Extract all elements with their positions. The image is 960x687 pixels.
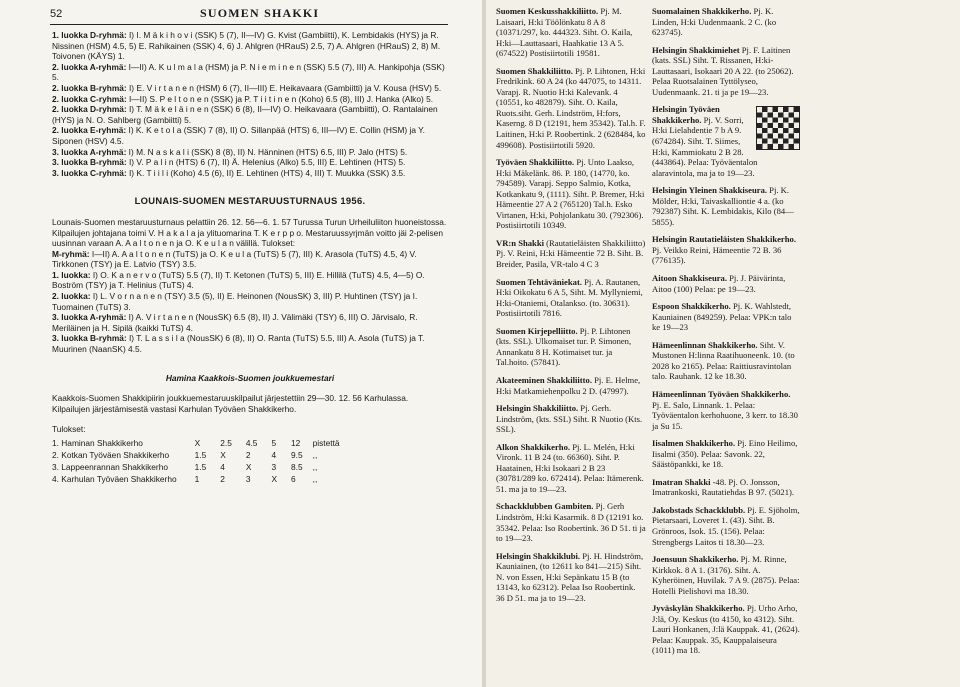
table-row [52,437,354,449]
score-cell: X [271,474,278,484]
lounais-result [52,249,448,270]
club-entry [652,603,800,656]
club-details: Pj. M. Rinne, Kirkkok. 8 A 1. (3176). Siht. A. Kyheröinen, Huvilak. 7 A 9. (2875). Pelaa: Hotelli Pielishovi ma 18.30. [652,554,800,596]
hamina-text: Kaakkois-Suomen Shakkipiirin joukkuemestaruuskilpailut järjestettiin 29—30. 12. 56 Karhulassa. Kilpailujen järjestämisestä vastasi Karhulan Työväen Shakkikerho. [52,393,409,414]
hamina-title: Hamina Kaakkois-Suomen joukkuemestari [165,372,335,383]
club-entry [496,6,646,59]
club-entry [652,273,800,294]
lounais-result-heading: 3. luokka A-ryhmä: [52,312,129,323]
lounais-result [52,312,448,333]
result-paragraph-text: I) K. K e t o l a (SSK) 7 (8), II) O. Sillanpää (HTS) 6, III—IV) E. Collin (HSM) ja Y. Siponen (HSV) 4.5. [52,125,425,146]
club-name: Helsingin Työväen Shakkikerho. [652,104,720,125]
club-name: Hämeenlinnan Shakkikerho. [652,339,760,350]
result-paragraph-heading: 2. luokka B-ryhmä: [52,82,129,93]
club-details: Pj. V. Sorri, H:ki Lielahdentie 7 b A 9. (674284). Siht. T. Siimes, H:ki, Kammiokatu 2 B 28. (443864). Pelaa: Työväentalon alaravintola, ma ja to 19—23. [652,114,758,178]
club-details: Pj. E. Helme, H:ki Matkamiehenpolku 2 D. (47997). [496,374,641,396]
club-name: Suomalainen Shakkikerho. [652,6,754,16]
club-details: Pj. P. Lihtonen (kts. SSL). Ulkomaiset tur. P. Simonen, Annankatu 8 H. Kotimaiset tur. ja Tal.hoito. (57841). [496,325,632,368]
page-title: SUOMEN SHAKKI [200,6,320,20]
score-cell: 12 [291,438,301,448]
score-cell: 1.5 [194,462,207,472]
result-paragraph [52,104,448,125]
page-number: 52 [50,8,63,20]
results-table [52,437,354,485]
lounais-result-text: I—II) A. A a l t o n e n (TuTS) ja O. K e u l a (TuTS) 5 (7), III) K. Arasola (TuTS) 4.5, 4) V. Tirkkonen (TSY) ja E. Latvio (TSY) 3.5. [52,248,417,270]
table-row [52,473,354,485]
right-column-2 [652,6,800,663]
lounais-result [52,270,448,291]
club-details: Pj. Unto Laakso, H:ki Mäkelänk. 86. P. 180, (14770, ko. 794589). Varapj. Seppo Salmio, Kotka, Kotkankatu 9, (1111). Siht. P. Bremer, H:ki Hämeentie 27 A 2 (765120) Tal.h. Esko Virtanen, H:ki, Pohjolankatu 30. (792306). Postisiirtotili 10349. [496,157,645,231]
club-name: Suomen Kirjepelliitto. [496,325,580,336]
club-details: Pj. H. Hindström, Kauniainen, (to 12611 ko 841—215) Siht. N. von Essen, H:ki Sepänkatu 15 B (to 13143, ko 62312). Pelaa Iso Roobertink. 36 D 51. ma ja to 19—23. [496,550,644,603]
table-row [52,461,354,473]
club-details: Pj. Gerh. Lindström, (kts. SSL) Siht. R Nuotio (Kts. SSL). [496,403,643,435]
club-details: Pj. E. Sjöholm, Pietarsaari, Loveret 1. (43). Siht. B. Grönroos, Isok. 15. (156). Pelaa: Strengbergs Laitos ti 18.30—23. [652,504,800,547]
lounais-result-text: I) O. K a n e r v o (TuTS) 5.5 (7), II) T. Ketonen (TuTS) 5, III) E. Hillilä (TuTS) 4.5, 4—5) O. Boström (TSY) ja T. Helinius (TuTS) 4. [52,269,425,291]
club-details: Pj. K. Linden, H:ki Uudenmaank. 2 C. (ko 623745). [652,6,777,38]
table-row [52,449,354,461]
score-cell: ,, [312,450,318,460]
club-entry [652,104,800,178]
score-cell: ,, [312,462,318,472]
result-paragraph [52,147,448,158]
club-entry [496,551,646,604]
club-name: Helsingin Shakkiliitto. [496,403,581,414]
club-name: Helsingin Rautatieläisten Shakkikerho. [652,234,796,245]
lounais-result-heading: M-ryhmä: [52,248,92,259]
team-name-cell: 4. Karhulan Työväen Shakkikerho [52,474,177,484]
score-cell: 3 [271,462,277,472]
club-entry [652,554,800,596]
club-name: Helsingin Shakkimiehet [652,44,742,55]
club-entry [652,505,800,547]
score-cell: ,, [312,474,318,484]
lounais-result [52,291,448,312]
club-details: Siht. V. Mustonen H:linna Raatihuoneenk. 10. (to 2028 ko 2165). Pelaa: Raittiusravintolan talo. Rauhank. 12 ke 18.30. [652,339,795,382]
result-paragraph-text: I—II) A. K u l m a l a (HSM) ja P. N i e m i n e n (SSK) 5.5 (7), III) A. Hankipohja (SSK) 5. [52,61,445,83]
club-details: -48. Pj. O. Jonsson, Imatrankoski, Rautatiehdas B 97. (5021). [652,476,795,498]
lounais-result [52,333,448,354]
team-name-cell: 2. Kotkan Työväen Shakkikerho [52,450,170,460]
club-details: Pj. K. Mölder, H:ki, Taivaskalliontie 4 a. (ko 792387) Siht. K. Lembidakis, Kilo (84—5855). [652,185,794,227]
club-entry [652,438,800,470]
club-details: Pj. L. Melén, H:ki Vironk. 11 B 24 (to. 66360). Siht. P. Haatainen, H:ki Isokaari 2 B 23 (30781/289 ko. 672414). Pelaa: Itämerenk. 51. ma ja to 19—23. [496,441,644,494]
club-details: Pj. E. Salo, Linnank. 1. Pelaa: Työväentalon kerhohuone, 3 kerr. to 18.30 ja Su 15. [652,399,798,431]
score-cell: X [245,462,252,472]
result-paragraph-text: I) T. M ä k e l ä i n e n (SSK) 6 (8), II—IV) O. Heikavaara (Gambiitti), O. Rantalainen (HYS) ja N. O. Sahlberg (Gambiitti) 5. [52,104,438,125]
result-paragraph-text: I) V. P a l i n (HTS) 6 (7), II) Ä. Helenius (Alko) 5.5, III) E. Lehtinen (HTS) 5. [128,157,406,168]
club-name: Imatran Shakki [652,476,713,487]
club-entry [496,277,646,319]
result-paragraph-heading: 1. luokka D-ryhmä: [52,30,129,40]
result-paragraph [52,157,448,168]
club-name: Suomen Keskusshakkiliitto. [496,6,601,16]
score-cell: 9.5 [291,450,303,460]
club-details: Pj. A. Rautanen, H:ki Oikokatu 6 A 5, Siht. M. Myllyniemi, H:ki-Otaniemi, Otalankso. (to. 30631). Postisiirtotili 7816. [496,276,643,319]
lounais-intro: Lounais-Suomen mestaruusturnaus pelattiin 26. 12. 56—6. 1. 57 Turussa Turun Urheiluliiton huoneistossa. Kilpailujen johtajana toimi V. H a k a l a ja ylituomarina T. K e r p p o. Mestaruussyrjmän voitto jäi 2-pelisen uusinnan varaan A. A a l t o n e n ja O. K e u l a n välillä. Tulokset: [52,216,447,249]
left-column [52,30,448,485]
club-name: Schackklubben Gambiten. [496,501,596,512]
score-cell: 1.5 [194,450,207,460]
score-cell: 2 [220,474,225,484]
result-paragraph-heading: 2. luokka E-ryhmä: [52,125,129,136]
team-name-cell: 1. Haminan Shakkikerho [52,438,143,448]
page-header [50,6,446,22]
lounais-results-list [52,249,448,355]
result-paragraph [52,125,448,146]
score-cell: pistettä [312,438,340,448]
lounais-result-heading: 3. luokka B-ryhmä: [52,333,129,344]
result-paragraph-heading: 2. luokka D-ryhmä: [52,104,129,115]
score-cell: 5 [271,438,277,448]
lounais-title: LOUNAIS-SUOMEN MESTARUUSTURNAUS 1956. [134,195,366,207]
lounais-result-text: I) A. V i r t a n e n (NousSK) 6.5 (8), II) J. Välimäki (TSY) 6, III) O. Järvisalo, R. Meriläinen ja H. Sipilä (kaikki TuTS) 4. [52,312,418,333]
club-details: Pj. Gerh Lindström, H:ki Kasarmik. 8 D (12191 ko. 35342. Pelaa: Iso Roobertink. 36 D 51. ti ja to 19—23. [496,501,646,544]
score-cell: 1 [194,474,200,484]
result-paragraph [52,168,448,179]
score-cell: 4 [220,462,225,472]
club-name: Jyväskylän Shakkikerho. [652,603,747,614]
club-entry [496,442,646,495]
club-details: Pj. P. Lihtonen, H:ki Fredrikink. 60 A 24 (ko 447075, to 14311. Varapj. R. Nuotio H:ki Kalevank. 4 (10551, ko 482879). Siht. O. Kaila, Ruots.siht. Gerh. Lindström, H:fors, Kaserng. 8 D (12191, hem 35342). Tal.h. F. Laitinen, H:ki P. Roobertink. 2 (628484, ko 499608). Postisiirtotili 5920. [496,65,646,150]
club-name: Espoon Shakkikerho. [652,301,733,312]
club-entry [496,238,646,270]
club-details: Pj. M. Laisaari, H:ki Töölönkatu 8 A 8 (10371/297, ko. 444323. Siht. O. Kaila, H:ki—Lauttasaari, Haahkatie 13 A 5. (674522) Postisiirtotili 19581. [496,6,633,59]
club-entry [652,185,800,227]
club-details: (Rautatieläisten Shakkiliitto) Pj. V. Reini, H:ki Hämeentie 72 B. Siht. B. Breider, Pasila, VR-talo 4 C 3 [496,237,646,270]
club-entry [496,326,646,368]
club-name: Jakobstads Schackklubb. [652,504,748,515]
club-name: VR:n Shakki [496,237,547,248]
club-name: Akateeminen Shakkiliitto. [496,374,595,385]
club-entry [652,301,800,333]
club-entry [652,234,800,266]
club-entry [652,6,800,38]
club-entry [496,403,646,435]
club-entry [652,45,800,98]
score-cell: 2.5 [220,438,232,448]
lounais-result-text: I) T. L a s s i l a (NousSK) 6 (8), II) O. Ranta (TuTS) 5.5, III) A. Asola (TuTS) ja T. Muurinen (NaanSK) 4.5. [52,333,425,355]
club-name: Suomen Tehtäväniekat. [496,276,585,287]
club-details: Pj. Eino Heilimo, Iisalmi (350). Pelaa: Savonk. 22, Säästöpankki, ke 18. [652,438,798,470]
club-details: Pj. J. Päivärinta, Aitoo (100) Pelaa: pe 19—23. [652,273,786,294]
result-paragraph [52,30,448,62]
result-paragraph-heading: 2. luokka A-ryhmä: [52,61,129,72]
score-cell: 4.5 [245,438,258,448]
score-cell: 8.5 [291,462,303,472]
result-paragraph-text: I) E. V i r t a n e n (HSM) 6 (7), II—III) E. Heikavaara (Gambiitti) ja V. Kousa (HSV) 5. [128,82,442,93]
tulokset-label: Tulokset: [52,424,86,435]
club-details: Pj. F. Laitinen (kats. SSL) Siht. T. Rissanen, H:ki-Lauttasaari, Isokaari 20 A 22. (to 25062). Pelaa Ruotsalainen Tyttölyseo, Uudenmaank. 21. ti ja pe 19—23. [652,44,794,97]
club-name: Aitoon Shakkiseura. [652,273,730,284]
result-paragraph-text: I) K. T i i l i (Koho) 4.5 (6), II) E. Lehtinen (HTS) 4, III) T. Muukka (SSK) 3.5. [128,167,406,178]
club-name: Alkon Shakkikerho. [496,441,573,452]
header-rule [50,24,448,25]
result-paragraph-heading: 3. luokka B-ryhmä: [52,157,129,168]
score-cell: X [220,450,226,460]
club-name: Suomen Shakkiliitto. [496,65,576,76]
score-cell: X [194,438,201,448]
result-paragraph-text: I) I. M ä k i h o v i (SSK) 5 (7), II—IV) G. Kvist (Gambiitti), K. Lembidakis (HYS) ja R. Nissinen (HSM) 4.5, 5) E. Rahikainen (SSK) 4, 6) J. Ahlgren (HRauS) 2.5, 7) A. Ahlgren (HRauS) 2, 8) M. Toivonen (KÄYS) 1. [52,30,441,62]
club-name: Helsingin Shakkiklubi. [496,550,583,561]
score-cell: 6 [291,474,296,484]
result-paragraph-heading: 3. luokka A-ryhmä: [52,146,129,157]
club-entry [496,157,646,231]
result-paragraph [52,62,448,83]
club-entry [652,389,800,431]
club-entry [496,375,646,396]
club-entry [652,340,800,382]
score-cell: 2 [245,450,251,460]
club-name: Helsingin Yleinen Shakkiseura. [652,185,770,196]
club-entry [652,477,800,498]
result-paragraph [52,83,448,94]
club-details: Pj. Veikko Reini, Hämeentie 72 B. 36 (776135). [652,244,782,266]
lounais-result-heading: 2. luokka: [52,291,93,302]
chessboard-icon [756,106,800,150]
club-entry [496,501,646,543]
team-name-cell: 3. Lappeenrannan Shakkikerho [52,462,168,472]
right-column-1 [496,6,646,610]
score-cell: 4 [271,450,277,460]
club-entry [496,66,646,150]
score-cell: 3 [245,474,251,484]
results-list [52,30,448,178]
club-name: Joensuun Shakkikerho. [652,554,741,565]
result-paragraph-heading: 3. luokka C-ryhmä: [52,167,129,178]
club-name: Työväen Shakkiliitto. [496,157,577,168]
club-details: Pj. Urho Arho, J:lä, Oy. Keskus (to 4150, ko 4312). Siht. Lauri Honkanen, J:lä Kauppak. 41, (2624). Pelaa: Kauppak. 35, Kauppalaiseura (1011) ma 18. [652,603,800,656]
result-paragraph [52,94,448,105]
result-paragraph-heading: 2. luokka C-ryhmä: [52,93,129,104]
club-details: Pj. K. Wahlstedt, Kauniainen (849259). Pelaa: VPK:n talo ke 19—23 [652,301,792,333]
result-paragraph-text: I) M. N a s k a l i (SSK) 8 (8), II) N. Hänninen (HTS) 6.5, III) P. Jalo (HTS) 5. [128,146,408,157]
lounais-result-text: I) L. V o r n a n e n (TSY) 3.5 (5), II) E. Heinonen (NousSK) 3, III) P. Huhtinen (TSY) ja I. Tuomainen (TuTS) 3. [52,291,418,312]
club-name: Iisalmen Shakkikerho. [652,438,738,449]
result-paragraph-text: I—II) S. P e l t o n e n (SSK) ja P. T i i t i n e n (Koho) 6.5 (8), III) J. Hanka (Alko) 5. [128,93,434,104]
club-name: Hämeenlinnan Työväen Shakkikerho. [652,388,791,399]
lounais-result-heading: 1. luokka: [52,269,93,280]
